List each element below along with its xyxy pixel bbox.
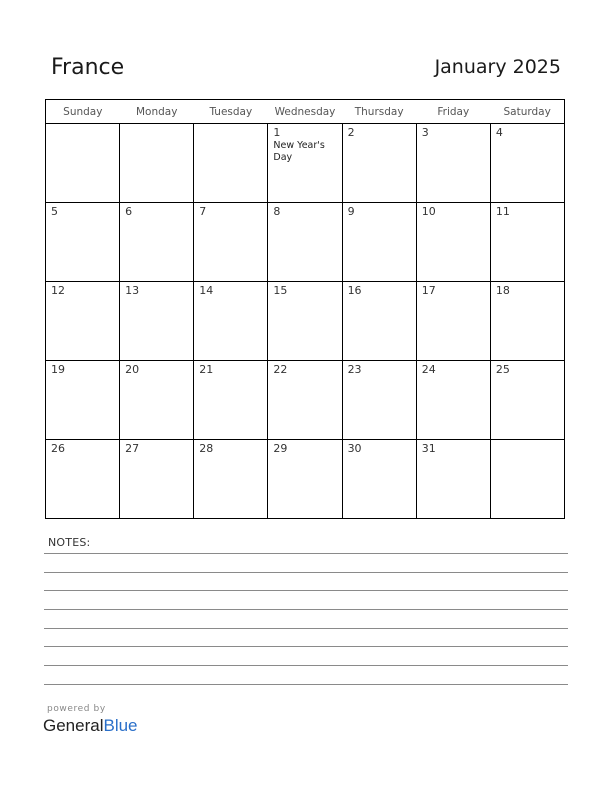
day-number: 27 xyxy=(125,442,140,455)
day-number: 19 xyxy=(51,363,65,376)
weekday-tuesday: Tuesday xyxy=(194,100,268,124)
note-line xyxy=(44,572,568,573)
day-number: 8 xyxy=(273,205,281,218)
day-number: 26 xyxy=(51,442,65,455)
day-number: 20 xyxy=(125,363,140,376)
calendar-day-cell xyxy=(120,124,194,203)
calendar-day-cell xyxy=(120,203,194,282)
calendar-day-cell xyxy=(120,361,194,440)
note-line xyxy=(44,646,568,647)
day-number: 6 xyxy=(125,205,133,218)
calendar-day-cell xyxy=(120,440,194,519)
holiday-label: New Year's Day xyxy=(273,140,325,163)
calendar-day-cell xyxy=(416,282,490,361)
day-number: 30 xyxy=(347,442,362,455)
calendar-day-cell xyxy=(194,440,268,519)
day-number: 13 xyxy=(125,284,140,297)
weekday-wednesday: Wednesday xyxy=(268,100,342,124)
day-number: 5 xyxy=(51,205,58,218)
note-line xyxy=(44,684,568,685)
calendar-day-cell xyxy=(342,361,416,440)
calendar-day-cell xyxy=(194,282,268,361)
calendar-day-cell xyxy=(46,440,120,519)
weekday-sunday: Sunday xyxy=(46,100,120,124)
logo-blue: Blue xyxy=(103,716,138,735)
calendar-week-row xyxy=(46,203,565,282)
weekday-friday: Friday xyxy=(416,100,490,124)
country-title: France xyxy=(51,55,125,80)
calendar-day-cell xyxy=(120,282,194,361)
calendar-day-cell xyxy=(46,203,120,282)
calendar-week-row xyxy=(46,440,565,519)
day-number: 12 xyxy=(51,284,65,297)
month-year-title: January 2025 xyxy=(434,56,561,78)
calendar-day-cell xyxy=(268,282,342,361)
day-number: 16 xyxy=(347,284,362,297)
day-number: 28 xyxy=(199,442,214,455)
calendar-day-cell xyxy=(194,124,268,203)
day-number: 29 xyxy=(273,442,288,455)
day-number: 3 xyxy=(421,126,429,139)
calendar-day-cell xyxy=(342,203,416,282)
calendar-week-row xyxy=(46,282,565,361)
day-number: 10 xyxy=(421,205,436,218)
logo-general: General xyxy=(43,716,104,735)
day-number: 23 xyxy=(347,363,362,376)
note-line xyxy=(44,628,568,629)
calendar-day-cell xyxy=(268,124,342,203)
day-number: 11 xyxy=(495,205,510,218)
day-number: 1 xyxy=(273,126,281,139)
calendar-day-cell xyxy=(194,203,268,282)
note-line xyxy=(44,553,568,554)
day-number: 17 xyxy=(421,284,436,297)
calendar-day-cell xyxy=(490,361,564,440)
calendar-day-cell xyxy=(268,203,342,282)
day-number: 21 xyxy=(199,363,214,376)
day-number: 18 xyxy=(495,284,510,297)
calendar-day-cell xyxy=(490,440,564,519)
calendar-day-cell xyxy=(46,282,120,361)
day-number: 24 xyxy=(421,363,436,376)
calendar-day-cell xyxy=(416,440,490,519)
day-number: 31 xyxy=(421,442,436,455)
calendar-day-cell xyxy=(342,440,416,519)
weekday-saturday: Saturday xyxy=(490,100,564,124)
calendar-day-cell xyxy=(268,361,342,440)
note-line xyxy=(44,609,568,610)
calendar-week-row xyxy=(46,361,565,440)
day-number: 22 xyxy=(273,363,288,376)
weekday-thursday: Thursday xyxy=(342,100,416,124)
day-number: 15 xyxy=(273,284,288,297)
note-line xyxy=(44,590,568,591)
calendar-day-cell xyxy=(342,282,416,361)
calendar-day-cell xyxy=(490,282,564,361)
calendar-day-cell xyxy=(268,440,342,519)
calendar-day-cell xyxy=(46,124,120,203)
calendar-day-cell xyxy=(46,361,120,440)
calendar-day-cell xyxy=(194,361,268,440)
calendar-day-cell xyxy=(490,124,564,203)
calendar-week-row xyxy=(46,124,565,203)
calendar-day-cell xyxy=(490,203,564,282)
note-line xyxy=(44,665,568,666)
calendar-day-cell xyxy=(416,203,490,282)
calendar-grid xyxy=(45,99,565,519)
calendar-day-cell xyxy=(342,124,416,203)
day-number: 9 xyxy=(347,205,355,218)
day-number: 7 xyxy=(199,205,207,218)
day-number: 2 xyxy=(347,126,355,139)
powered-by-text: powered by xyxy=(47,704,106,714)
day-number: 14 xyxy=(199,284,214,297)
generalblue-logo xyxy=(43,716,138,736)
calendar-day-cell xyxy=(416,361,490,440)
day-number: 4 xyxy=(495,126,503,139)
weekday-monday: Monday xyxy=(120,100,194,124)
notes-label: NOTES: xyxy=(48,536,91,549)
day-number: 25 xyxy=(495,363,510,376)
calendar-day-cell xyxy=(416,124,490,203)
weekday-header-row xyxy=(46,100,565,124)
